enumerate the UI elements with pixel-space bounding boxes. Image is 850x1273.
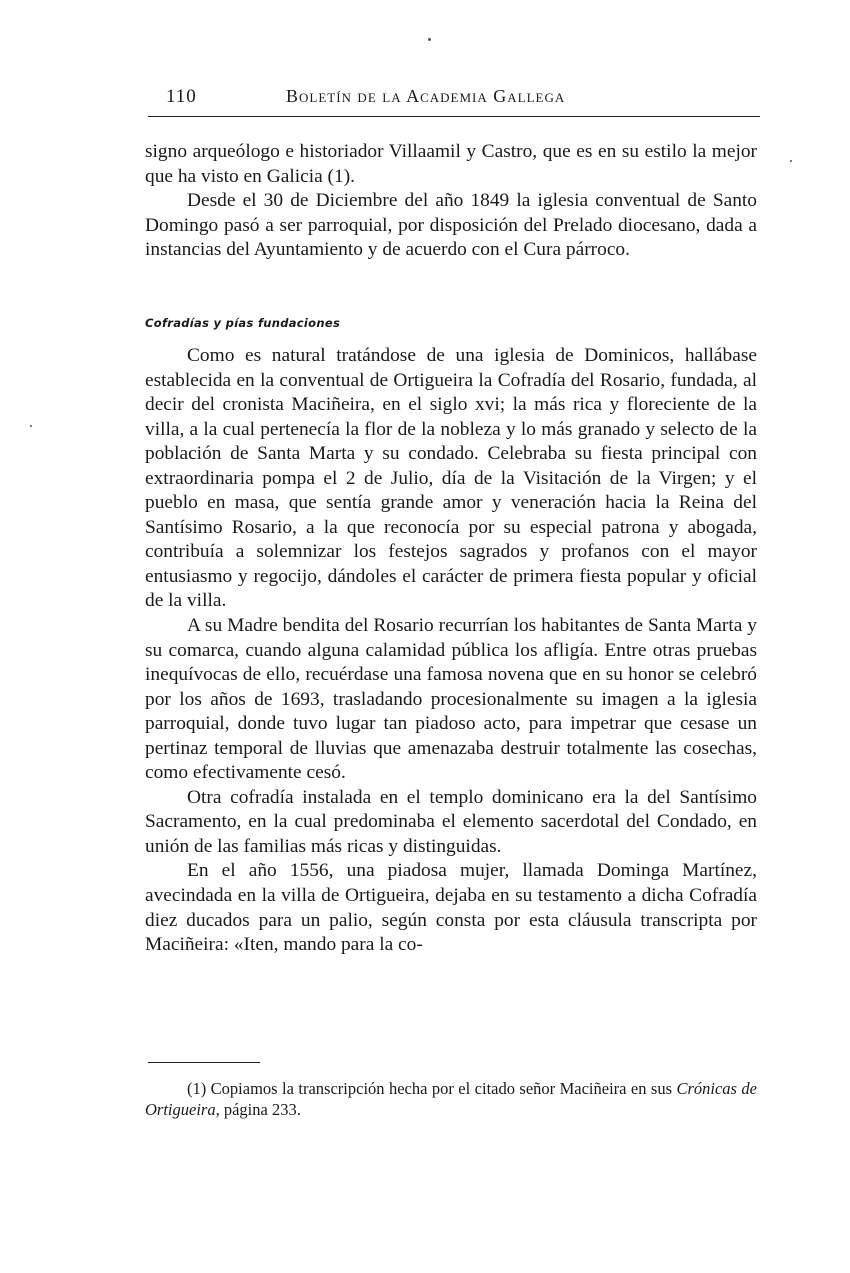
running-head [148,86,758,112]
paragraph-continuation: signo arqueólogo e historiador Villaamil y Castro, que es en su estilo la mejor que ha visto en Galicia (1). [145,141,757,187]
section-heading: Cofradías y pías fundaciones [145,316,341,330]
print-speck [30,425,32,427]
footnote [145,1078,757,1120]
print-speck [790,160,792,162]
footnote-book-title: Crónicas de Ortigueira [145,1079,757,1119]
footnote-text-after: , página 233. [215,1100,301,1119]
page-number: 110 [166,86,197,107]
paragraph: Desde el 30 de Diciembre del año 1849 la iglesia conventual de Santo Domingo pasó a ser parroquial, por disposición del Prelado diocesano, dada a instancias del Ayuntamiento y de acuerdo con el Cura párroco. [145,190,757,261]
header-rule [148,116,760,117]
footnote-text [145,1078,757,1120]
body-text-intro [145,140,757,263]
paragraph: A su Madre bendita del Rosario recurrían los habitantes de Santa Marta y su comarca, cuando alguna calamidad pública los afligía. Entre otras pruebas inequívocas de ello, recuérdase una famosa novena que en su honor se celebró por los años de 1693, trasladando procesionalmente su imagen a la iglesia parroquial, donde tuvo lugar tan piadoso acto, para impetrar que cesase un pertinaz temporal de lluvias que amenazaba destruir totalmente las cosechas, como efectivamente cesó. [145,615,757,784]
journal-title: Boletín de la Academia Gallega [286,86,566,106]
paragraph: En el año 1556, una piadosa mujer, llamada Dominga Martínez, avecindada en la villa de Ortigueira, dejaba en su testamento a dicha Cofradía diez ducados para un palio, según consta por esta cláusula transcripta por Maciñeira: «Iten, mando para la co- [145,860,757,956]
footnote-rule [148,1062,260,1063]
body-text-main [145,344,757,958]
footnote-text-before: (1) Copiamos la transcripción hecha por el citado señor Maciñeira en sus [187,1079,677,1098]
paragraph: Como es natural tratándose de una iglesia de Dominicos, hallábase establecida en la conventual de Ortigueira la Cofradía del Rosario, fundada, al decir del cronista Maciñeira, en el siglo xvi; la más rica y floreciente de la villa, a la cual pertenecía la flor de la nobleza y lo más granado y selecto de la población de Santa Marta y su condado. Celebraba su fiesta principal con extraordinaria pompa el 2 de Julio, día de la Visitación de la Virgen; y el pueblo en masa, que sentía grande amor y veneración hacia la Reina del Santísimo Rosario, a la que reconocía por su especial patrona y abogada, contribuía a solemnizar los festejos sagrados y profanos con el mayor entusiasmo y regocijo, dándoles el carácter de primera fiesta popular y oficial de la villa. [145,345,757,612]
paragraph: Otra cofradía instalada en el templo dominicano era la del Santísimo Sacramento, en la cual predominaba el elemento sacerdotal del Condado, en unión de las familias más ricas y distinguidas. [145,786,757,857]
print-speck [428,38,431,41]
